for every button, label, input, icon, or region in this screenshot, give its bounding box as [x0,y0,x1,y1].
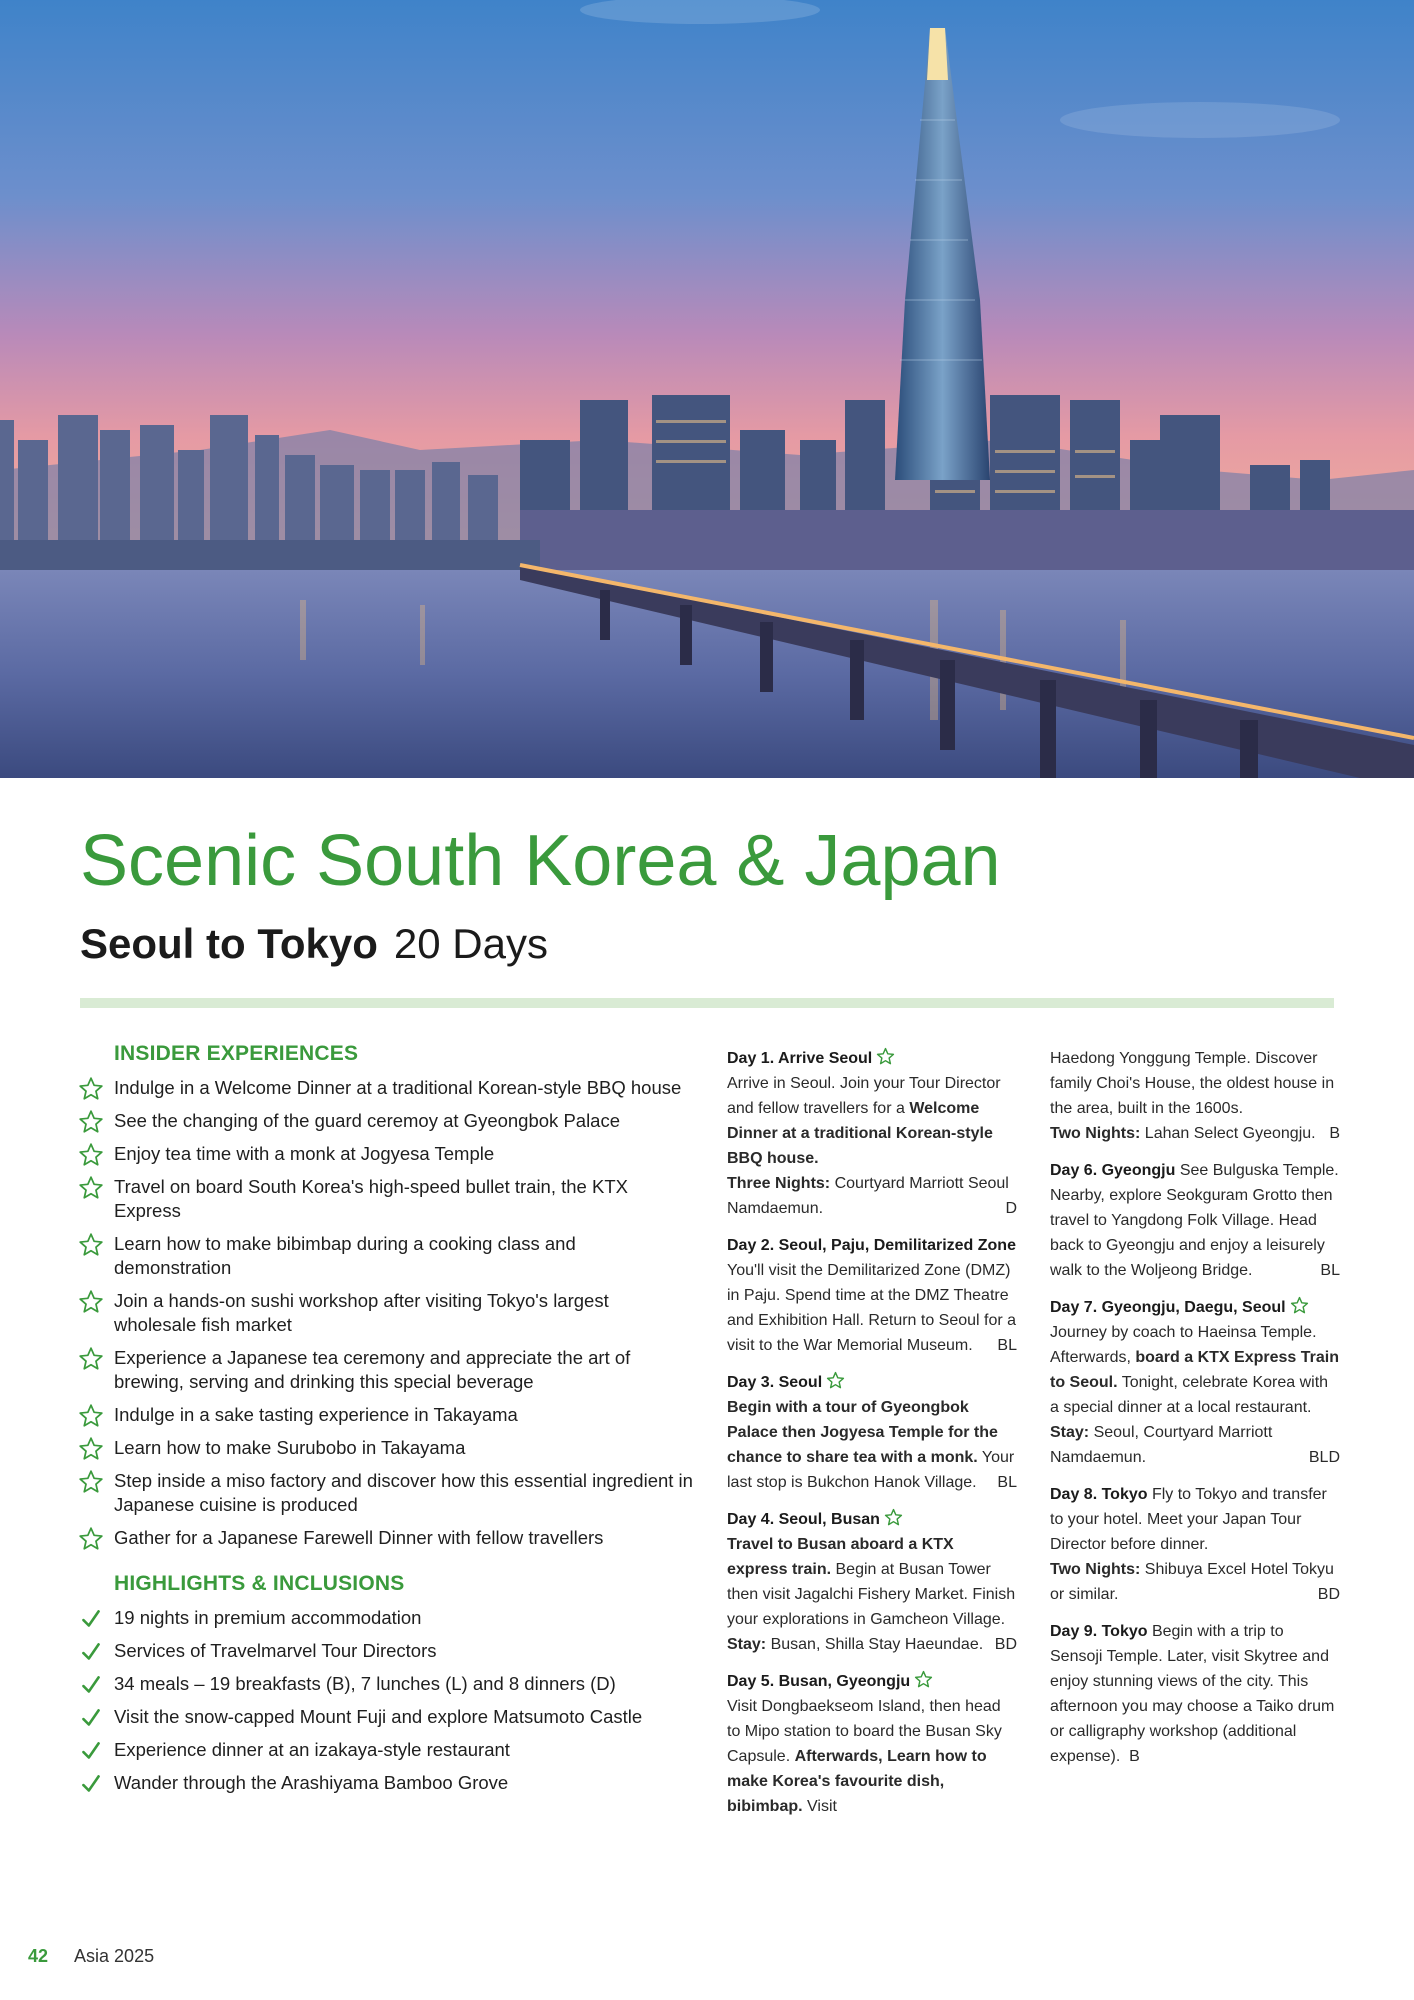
page-footer [28,1946,154,1967]
list-item: Travel on board South Korea's high-speed bullet train, the KTX Express [76,1175,696,1223]
meal-code: BD [1317,1586,1340,1603]
insider-heading: INSIDER EXPERIENCES [114,1042,359,1065]
day-3: Day 3. Seoul Begin with a tour of Gyeongbok Palace then Jogyesa Temple for the chance to share tea with a monk. Your last stop is Bukchon Hanok Village. BL [727,1370,1017,1495]
list-item: Visit the snow-capped Mount Fuji and explore Matsumoto Castle [76,1705,696,1729]
day-4: Day 4. Seoul, Busan Travel to Busan aboard a KTX express train. Begin at Busan Tower then visit Jagalchi Fishery Market. Finish your explorations in Gamcheon Village. Stay: Busan, Shilla Stay Haeundae. BD [727,1507,1017,1657]
day-heading: Day 7. Gyeongju, Daegu, Seoul [1050,1299,1286,1316]
checkmark-icon [78,1639,104,1665]
highlights-heading: HIGHLIGHTS & INCLUSIONS [114,1572,405,1595]
day-2: Day 2. Seoul, Paju, Demilitarized Zone You'll visit the Demilitarized Zone (DMZ) in Paju. Spend time at the DMZ Theatre and Exhibition Hall. Return to Seoul for a visit to the War Memorial Museum. BL [727,1233,1017,1358]
star-icon [1290,1296,1309,1315]
star-icon [78,1526,104,1552]
star-icon [78,1232,104,1258]
itinerary-column-1 [727,1046,1017,1831]
day-heading: Day 5. Busan, Gyeongju [727,1673,911,1690]
day-heading: Day 1. Arrive Seoul [727,1050,873,1067]
day-6: Day 6. Gyeongju See Bulguska Temple. Nearby, explore Seokguram Grotto then travel to Yangdong Folk Village. Head back to Gyeongju and enjoy a leisurely walk to the Woljeong Bridge. BL [1050,1158,1340,1283]
day-9: Day 9. Tokyo Begin with a trip to Sensoji Temple. Later, visit Skytree and enjoy stunning views of the city. This afternoon you may choose a Taiko drum or calligraphy workshop (additional expense). B [1050,1623,1335,1765]
star-icon [78,1175,104,1201]
star-icon [78,1346,104,1372]
star-icon [78,1142,104,1168]
page-number: 42 [28,1946,49,1966]
star-icon [914,1670,933,1689]
seoul-skyline-image [0,0,1414,778]
divider [80,998,1334,1008]
day-heading: Day 4. Seoul, Busan [727,1511,880,1528]
day-7: Day 7. Gyeongju, Daegu, Seoul Journey by coach to Haeinsa Temple. Afterwards, board a KTX Express Train to Seoul. Tonight, celebrate Korea with a special dinner at a local restaurant. Stay: Seoul, Courtyard Marriott Namdaemun. BLD [1050,1295,1340,1470]
meal-code: BLD [1308,1449,1340,1466]
list-item: Learn how to make bibimbap during a cooking class and demonstration [76,1232,696,1280]
star-icon [78,1109,104,1135]
star-icon [884,1508,903,1527]
list-item: Wander through the Arashiyama Bamboo Grove [76,1771,696,1795]
list-item: Services of Travelmarvel Tour Directors [76,1639,696,1663]
star-icon [78,1436,104,1462]
star-icon [78,1076,104,1102]
list-item: Experience a Japanese tea ceremony and appreciate the art of brewing, serving and drinking this special beverage [76,1346,696,1394]
list-item: 19 nights in premium accommodation [76,1606,696,1630]
list-item: Indulge in a Welcome Dinner at a traditional Korean-style BBQ house [76,1076,696,1100]
list-item: 34 meals – 19 breakfasts (B), 7 lunches (L) and 8 dinners (D) [76,1672,696,1696]
list-item: Step inside a miso factory and discover how this essential ingredient in Japanese cuisine is produced [76,1469,696,1517]
list-item: Experience dinner at an izakaya-style restaurant [76,1738,696,1762]
list-item: Gather for a Japanese Farewell Dinner with fellow travellers [76,1526,696,1550]
day-heading: Day 2. Seoul, Paju, Demilitarized Zone [727,1237,1016,1254]
checkmark-icon [78,1738,104,1764]
meal-code: BD [994,1636,1017,1653]
star-icon [78,1289,104,1315]
star-icon [876,1047,895,1066]
insider-list [76,1076,696,1550]
itinerary-column-2 [1050,1046,1340,1781]
day-heading: Day 9. Tokyo [1050,1623,1148,1640]
highlights-list [76,1606,696,1795]
meal-code: BL [997,1337,1017,1354]
day-5: Day 5. Busan, Gyeongju Visit Dongbaekseom Island, then head to Mipo station to board the Busan Sky Capsule. Afterwards, Learn how to make Korea's favourite dish, bibimbap. Visit [727,1669,1017,1819]
checkmark-icon [78,1672,104,1698]
trip-duration: 20 Days [393,920,548,967]
meal-code: BL [997,1474,1017,1491]
catalog-name: Asia 2025 [74,1946,155,1966]
star-icon [826,1371,845,1390]
list-item: See the changing of the guard ceremoy at Gyeongbok Palace [76,1109,696,1133]
meal-code: B [1129,1748,1140,1765]
list-item: Learn how to make Surubobo in Takayama [76,1436,696,1460]
day-1: Day 1. Arrive Seoul Arrive in Seoul. Join your Tour Director and fellow travellers for a Welcome Dinner at a traditional Korean-style BBQ house. Three Nights: Courtyard Marriott Seoul Namdaemun. D [727,1046,1017,1221]
day-heading: Day 8. Tokyo [1050,1486,1148,1503]
checkmark-icon [78,1771,104,1797]
star-icon [78,1403,104,1429]
meal-code: B [1329,1125,1340,1142]
meal-code: BL [1320,1262,1340,1279]
day-8: Day 8. Tokyo Fly to Tokyo and transfer to your hotel. Meet your Japan Tour Director before dinner. Two Nights: Shibuya Excel Hotel Tokyu or similar. BD [1050,1482,1340,1607]
checkmark-icon [78,1606,104,1632]
day-heading: Day 3. Seoul [727,1374,823,1391]
list-item: Indulge in a sake tasting experience in Takayama [76,1403,696,1427]
left-column [76,1042,696,1804]
star-icon [78,1469,104,1495]
day-heading: Day 6. Gyeongju [1050,1162,1176,1179]
list-item: Enjoy tea time with a monk at Jogyesa Temple [76,1142,696,1166]
list-item: Join a hands-on sushi workshop after visiting Tokyo's largest wholesale fish market [76,1289,696,1337]
route-subtitle [80,920,548,968]
hero-photo [0,0,1414,778]
day-5-continued: Haedong Yonggung Temple. Discover family Choi's House, the oldest house in the area, built in the 1600s. Two Nights: Lahan Select Gyeongju. B [1050,1046,1340,1146]
meal-code: D [1005,1200,1017,1217]
checkmark-icon [78,1705,104,1731]
page-title: Scenic South Korea & Japan [80,821,1001,901]
route-name: Seoul to Tokyo [80,920,378,967]
